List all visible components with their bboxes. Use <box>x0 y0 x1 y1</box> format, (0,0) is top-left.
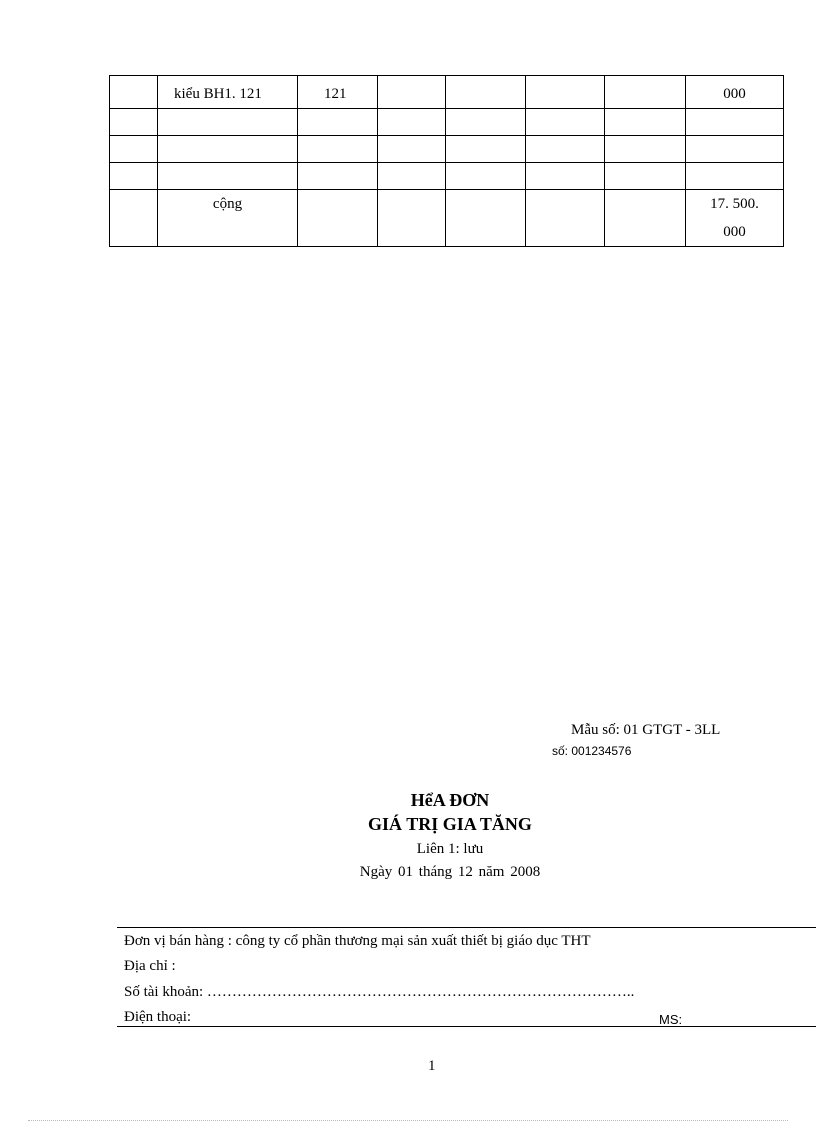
table-cell <box>110 109 158 136</box>
invoice-copy: Liên 1: lưu <box>416 841 484 857</box>
page-edge <box>28 1120 788 1121</box>
table-cell: 121 <box>298 76 378 109</box>
address-line: Địa chỉ : <box>124 958 176 974</box>
table-cell <box>526 76 605 109</box>
top-rule <box>117 927 816 928</box>
table-cell <box>110 136 158 163</box>
total-amount <box>686 190 784 247</box>
table-cell <box>446 190 526 247</box>
account-line: Số tài khoản: ………………………………………………………………………….. <box>124 984 635 1000</box>
table-cell <box>110 163 158 190</box>
total-label: cộng <box>158 190 298 247</box>
table-cell: kiểu BH1. 121 <box>158 76 298 109</box>
table-cell <box>526 136 605 163</box>
seller-line: Đơn vị bán hàng : công ty cổ phần thương mại sản xuất thiết bị giáo dục THT <box>124 933 591 949</box>
table-cell <box>605 109 686 136</box>
table-row <box>110 109 784 136</box>
table-cell <box>605 136 686 163</box>
phone-line: Điện thoại: <box>124 1009 192 1025</box>
table-cell <box>526 190 605 247</box>
table-cell <box>158 163 298 190</box>
table-cell <box>298 163 378 190</box>
table-cell <box>446 109 526 136</box>
table-cell <box>605 76 686 109</box>
table-cell <box>158 136 298 163</box>
ledger-table <box>109 75 784 247</box>
table-cell <box>110 190 158 247</box>
table-cell <box>378 163 446 190</box>
total-amount-line: 000 <box>723 224 746 240</box>
ms-label: MS: <box>659 1012 683 1027</box>
table-cell <box>446 163 526 190</box>
table-cell <box>298 109 378 136</box>
table-row <box>110 76 784 109</box>
form-code: Mẫu số: 01 GTGT - 3LL <box>571 722 721 738</box>
table-cell <box>378 109 446 136</box>
table-cell <box>378 76 446 109</box>
table-cell <box>158 109 298 136</box>
table-cell <box>378 136 446 163</box>
table-row <box>110 163 784 190</box>
page-number: 1 <box>428 1058 436 1074</box>
table-cell <box>110 76 158 109</box>
table-cell <box>378 190 446 247</box>
bottom-rule <box>117 1026 816 1027</box>
table-cell <box>298 136 378 163</box>
total-row <box>110 190 784 247</box>
table-cell <box>298 190 378 247</box>
table-cell <box>686 136 784 163</box>
table-cell <box>446 136 526 163</box>
table-cell <box>526 109 605 136</box>
table-cell <box>686 109 784 136</box>
invoice-number: số: 001234576 <box>552 744 632 758</box>
table-cell <box>686 163 784 190</box>
table-cell: 000 <box>686 76 784 109</box>
table-cell <box>605 190 686 247</box>
table-row <box>110 136 784 163</box>
table-cell <box>446 76 526 109</box>
table-cell <box>605 163 686 190</box>
total-amount-line: 17. 500. <box>710 196 759 212</box>
table-cell <box>526 163 605 190</box>
invoice-date: Ngày 01 tháng 12 năm 2008 <box>359 864 541 880</box>
invoice-subtitle: GIÁ TRỊ GIA TĂNG <box>368 814 532 834</box>
invoice-title: HểA ĐƠN <box>410 790 490 810</box>
